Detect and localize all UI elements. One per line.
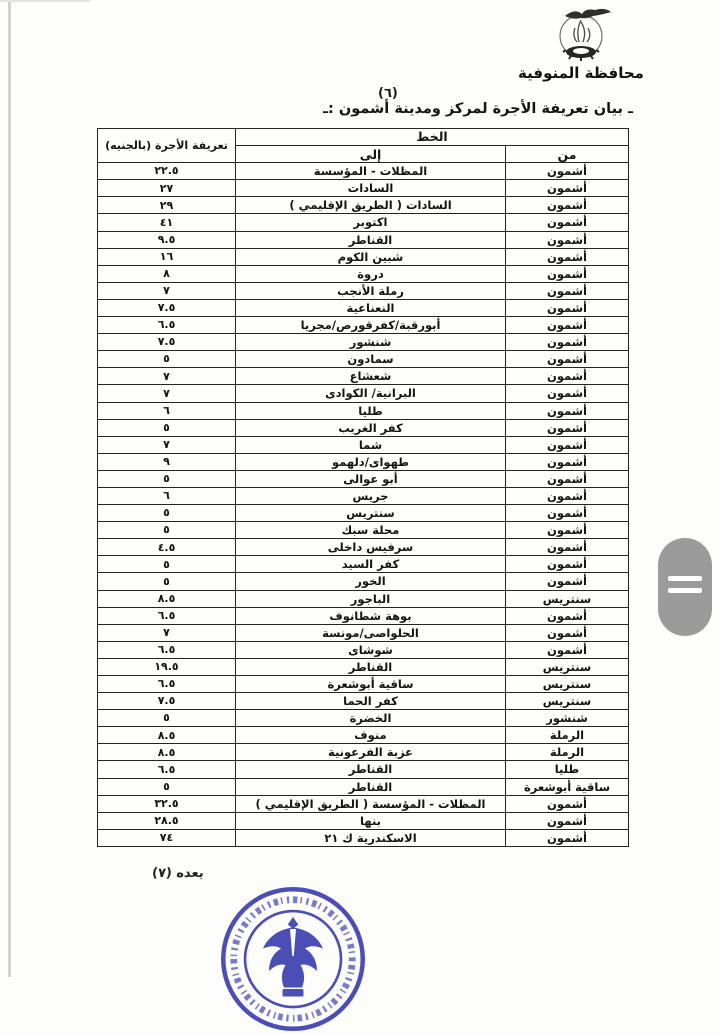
cell-from: أشمون [506,163,629,180]
cell-from: أشمون [506,231,629,248]
header-from: من [506,146,629,163]
table-row [98,214,629,231]
cell-to: السادات [236,180,506,197]
cell-fare: ٨.٥ [98,590,236,607]
cell-from: أشمون [506,402,629,419]
cell-fare: ٤.٥ [98,539,236,556]
table-row [98,317,629,334]
cell-fare: ٥ [98,778,236,795]
cell-fare: ٦.٥ [98,317,236,334]
cell-to: شنشور [236,334,506,351]
table-row [98,505,629,522]
cell-to: شبين الكوم [236,248,506,265]
fare-table-header [98,129,629,163]
table-row [98,402,629,419]
cell-from: أشمون [506,385,629,402]
cell-to: دروة [236,265,506,282]
cell-fare: ٦ [98,487,236,504]
cell-from: أشمون [506,248,629,265]
cell-to: كفر الغريب [236,419,506,436]
cell-fare: ١٩.٥ [98,658,236,675]
cell-to: شما [236,436,506,453]
cell-to: المظلات - المؤسسة ( الطريق الإقليمي ) [236,795,506,812]
header-to: إلى [236,146,506,163]
cell-fare: ٤١ [98,214,236,231]
cell-fare: ١٦ [98,248,236,265]
table-row [98,419,629,436]
table-row [98,539,629,556]
cell-fare: ٦.٥ [98,676,236,693]
cell-fare: ٢٧ [98,180,236,197]
cell-fare: ٥ [98,573,236,590]
cell-from: أشمون [506,522,629,539]
table-row [98,265,629,282]
cell-from: سنتريس [506,590,629,607]
table-row [98,385,629,402]
cell-to: بنها [236,812,506,829]
table-row [98,334,629,351]
cell-fare: ٧.٥ [98,693,236,710]
table-row [98,487,629,504]
table-row [98,641,629,658]
table-row [98,556,629,573]
cell-to: شعشاع [236,368,506,385]
cell-from: أشمون [506,795,629,812]
cell-from: أشمون [506,180,629,197]
page-top-edge-shadow [0,0,90,2]
cell-to: المظلات - المؤسسة [236,163,506,180]
table-row [98,453,629,470]
table-row [98,795,629,812]
official-stamp [218,884,368,1034]
governorate-name: محافظة المنوفية [518,64,644,82]
table-row [98,607,629,624]
cell-fare: ٧٤ [98,829,236,846]
header-route: الخط [236,129,629,146]
cell-to: الباجور [236,590,506,607]
cell-to: القناطر [236,761,506,778]
page-number: (٦) [378,86,398,101]
document-title: ـ بيان تعريفة الأجرة لمركز ومدينة أشمون :ـ [323,101,633,117]
cell-fare: ٧.٥ [98,334,236,351]
cell-from: أشمون [506,505,629,522]
scroll-handle-bar-icon [668,576,702,581]
cell-from: أشمون [506,197,629,214]
table-row [98,710,629,727]
cell-to: محلة سبك [236,522,506,539]
cell-to: أبورقبة/كفرقورص/مجريا [236,317,506,334]
cell-from: أشمون [506,539,629,556]
table-row [98,573,629,590]
cell-from: أشمون [506,436,629,453]
cell-fare: ٥ [98,522,236,539]
cell-from: شنشور [506,710,629,727]
cell-from: أشمون [506,351,629,368]
table-row [98,197,629,214]
cell-fare: ٥ [98,710,236,727]
table-row [98,436,629,453]
table-row [98,351,629,368]
scroll-handle-bar-icon [668,588,702,593]
cell-to: النعناعية [236,299,506,316]
cell-from: أشمون [506,265,629,282]
cell-to: طليا [236,402,506,419]
cell-fare: ٧ [98,282,236,299]
governorate-emblem-icon [535,6,627,62]
cell-from: سنتريس [506,676,629,693]
table-row [98,658,629,675]
table-row [98,744,629,761]
cell-fare: ٩.٥ [98,231,236,248]
table-row [98,470,629,487]
cell-to: الاسكندرية ك ٢١ [236,829,506,846]
cell-from: أشمون [506,556,629,573]
table-row [98,368,629,385]
fare-tariff-table [97,128,629,847]
table-row [98,163,629,180]
table-row [98,812,629,829]
cell-from: أشمون [506,453,629,470]
cell-fare: ٢٨.٥ [98,812,236,829]
cell-to: بوهة شطانوف [236,607,506,624]
cell-to: اكتوبر [236,214,506,231]
cell-fare: ٥ [98,556,236,573]
cell-from: أشمون [506,419,629,436]
cell-fare: ٧ [98,436,236,453]
cell-to: الحلواصى/مونسة [236,624,506,641]
cell-from: أشمون [506,334,629,351]
cell-to: كفر الحما [236,693,506,710]
cell-fare: ٢٢.٥ [98,163,236,180]
cell-fare: ٥ [98,351,236,368]
cell-from: أشمون [506,317,629,334]
cell-to: السادات ( الطريق الإقليمي ) [236,197,506,214]
cell-fare: ٥ [98,505,236,522]
table-row [98,624,629,641]
cell-to: سرفيس داخلى [236,539,506,556]
cell-from: أشمون [506,573,629,590]
cell-to: البرانية/ الكوادى [236,385,506,402]
table-row [98,299,629,316]
cell-fare: ٣٢.٥ [98,795,236,812]
cell-fare: ٦ [98,402,236,419]
cell-fare: ٧ [98,624,236,641]
cell-to: القناطر [236,231,506,248]
cell-to: الخور [236,573,506,590]
cell-fare: ٨.٥ [98,744,236,761]
cell-to: عزبة الفرعونية [236,744,506,761]
cell-fare: ٨ [98,265,236,282]
table-row [98,231,629,248]
footer-continuation-note: يعده (٧) [151,866,205,881]
fare-table-body [98,163,629,847]
cell-to: أبو عوالى [236,470,506,487]
cell-from: أشمون [506,607,629,624]
cell-to: ساقية أبوشعرة [236,676,506,693]
cell-from: أشمون [506,812,629,829]
cell-fare: ٦.٥ [98,607,236,624]
cell-from: أشمون [506,641,629,658]
cell-fare: ٨.٥ [98,727,236,744]
cell-from: سنتريس [506,658,629,675]
table-row [98,590,629,607]
cell-fare: ٧ [98,368,236,385]
cell-from: أشمون [506,470,629,487]
cell-to: رملة الأنجب [236,282,506,299]
table-row [98,778,629,795]
cell-from: أشمون [506,487,629,504]
cell-to: طهواى/دلهمو [236,453,506,470]
cell-to: شوشاى [236,641,506,658]
table-row [98,761,629,778]
cell-from: أشمون [506,282,629,299]
governorate-header [516,6,646,82]
cell-to: كفر السيد [236,556,506,573]
page-left-edge-shadow [8,0,11,977]
table-row [98,829,629,846]
cell-fare: ٥ [98,470,236,487]
cell-fare: ٢٩ [98,197,236,214]
cell-from: الرملة [506,744,629,761]
table-row [98,522,629,539]
cell-to: القناطر [236,778,506,795]
scroll-handle[interactable] [658,538,712,636]
cell-fare: ٥ [98,419,236,436]
cell-from: طليا [506,761,629,778]
cell-fare: ٧.٥ [98,299,236,316]
cell-from: أشمون [506,214,629,231]
cell-fare: ٩ [98,453,236,470]
cell-to: القناطر [236,658,506,675]
cell-to: سمادون [236,351,506,368]
cell-from: الرملة [506,727,629,744]
table-row [98,180,629,197]
cell-from: أشمون [506,368,629,385]
cell-from: أشمون [506,624,629,641]
cell-from: أشمون [506,299,629,316]
cell-to: جريس [236,487,506,504]
table-row [98,282,629,299]
table-row [98,693,629,710]
cell-fare: ٦.٥ [98,761,236,778]
cell-fare: ٦.٥ [98,641,236,658]
table-row [98,248,629,265]
cell-from: ساقية أبوشعرة [506,778,629,795]
header-fare: تعريفة الأجرة (بالجنيه) [98,129,236,163]
cell-from: أشمون [506,829,629,846]
cell-from: سنتريس [506,693,629,710]
table-row [98,676,629,693]
cell-to: منوف [236,727,506,744]
cell-to: الخضرة [236,710,506,727]
cell-fare: ٧ [98,385,236,402]
cell-to: سنتريس [236,505,506,522]
table-row [98,727,629,744]
